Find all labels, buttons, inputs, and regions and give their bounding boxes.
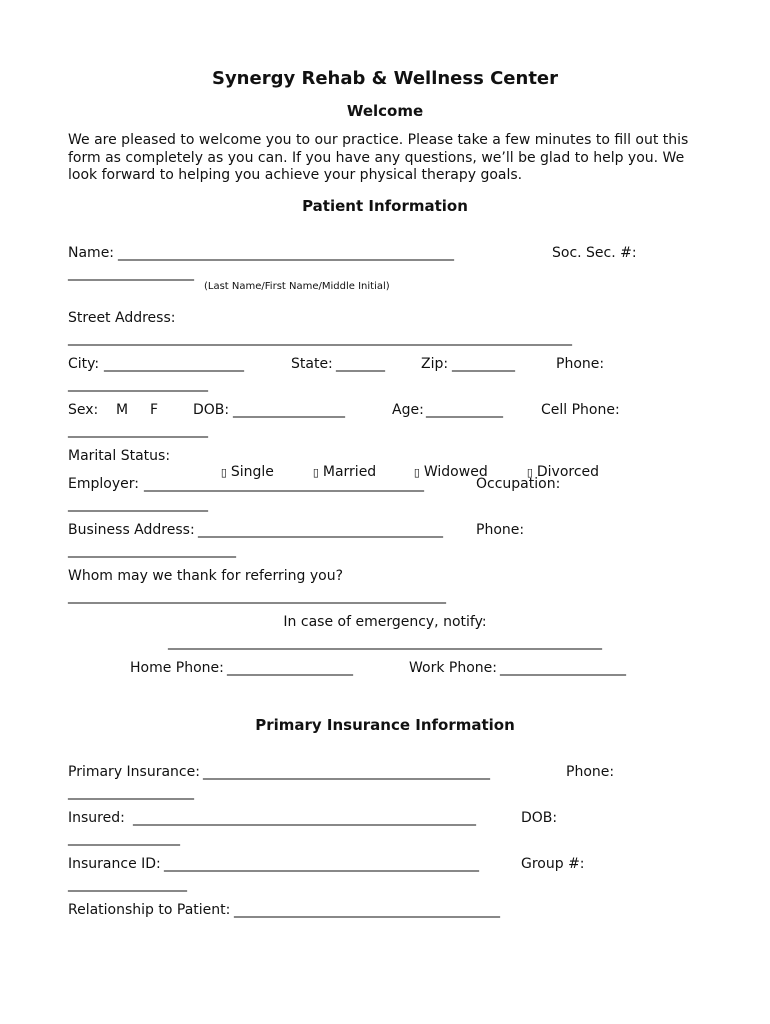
city-field[interactable]: ____________________ [104,356,244,372]
age-field[interactable]: ___________ [426,402,503,418]
insurance-heading: Primary Insurance Information [255,716,515,734]
sex-option-m[interactable]: M [116,402,129,418]
home-phone-field[interactable]: __________________ [227,660,353,676]
primary-insurance-field[interactable]: _________________________________________ [203,764,490,780]
cell-phone-label: Cell Phone: [541,402,620,418]
phone-label: Phone: [556,356,605,372]
welcome-heading: Welcome [346,102,424,120]
occupation-field[interactable]: ____________________ [68,496,208,512]
dob-label: DOB: [193,402,230,418]
state-label: State: [291,356,333,372]
patient-info-heading: Patient Information [302,197,468,215]
zip-field[interactable]: _________ [452,356,515,372]
referral-label: Whom may we thank for referring you? [68,568,344,584]
marital-option-label: Widowed [423,464,488,480]
marital-option-label: Divorced [536,464,600,480]
ssn-label: Soc. Sec. #: [552,245,637,261]
referral-field[interactable]: ______________________________________________________ [68,588,446,604]
occupation-label: Occupation: [476,476,561,492]
checkbox-icon: ▯ [413,466,420,479]
emergency-contact-field[interactable]: ______________________________________________________________ [168,634,602,650]
marital-option-label: Married [322,464,377,480]
work-phone-field[interactable]: __________________ [500,660,626,676]
home-phone-label: Home Phone: [130,660,224,676]
business-address-field[interactable]: ___________________________________ [198,522,443,538]
checkbox-icon: ▯ [526,466,533,479]
employer-field[interactable]: ________________________________________ [144,476,424,492]
business-address-label: Business Address: [68,522,195,538]
work-phone-label: Work Phone: [409,660,497,676]
age-label: Age: [392,402,424,418]
business-phone-field[interactable]: ________________________ [68,542,236,558]
street-address-field[interactable]: ________________________________________________________________________ [68,330,572,346]
insured-dob-label: DOB: [521,810,558,826]
insurance-id-label: Insurance ID: [68,856,161,872]
checkbox-icon: ▯ [220,466,227,479]
intro-paragraph: We are pleased to welcome you to our practice. Please take a few minutes to fill out this form as completely as you can. If you have any questions, we’ll be glad to help you. We look forward to helping you achieve your physical therapy goals. [68,132,689,183]
employer-label: Employer: [68,476,139,492]
zip-label: Zip: [421,356,449,372]
cell-phone-field[interactable]: ____________________ [68,422,208,438]
insurance-phone-label: Phone: [566,764,615,780]
clinic-title: Synergy Rehab & Wellness Center [211,68,559,89]
phone-field[interactable]: ____________________ [68,376,208,392]
insurance-id-field[interactable]: _____________________________________________ [164,856,479,872]
city-label: City: [68,356,100,372]
ssn-field[interactable]: __________________ [68,265,194,281]
name-format-hint: (Last Name/First Name/Middle Initial) [204,281,390,292]
marital-option-label: Single [230,464,274,480]
sex-option-f[interactable]: F [150,402,159,418]
insured-field[interactable]: _________________________________________________ [133,810,476,826]
emergency-label: In case of emergency, notify: [283,614,487,630]
relationship-field[interactable]: ______________________________________ [234,902,500,918]
marital-status-label: Marital Status: [68,448,171,464]
state-field[interactable]: _______ [336,356,385,372]
relationship-label: Relationship to Patient: [68,902,231,918]
group-number-field[interactable]: _________________ [68,876,187,892]
primary-insurance-label: Primary Insurance: [68,764,200,780]
insurance-phone-field[interactable]: __________________ [68,784,194,800]
street-address-label: Street Address: [68,310,176,326]
insured-dob-field[interactable]: ________________ [68,830,180,846]
sex-label: Sex: [68,402,99,418]
checkbox-icon: ▯ [312,466,319,479]
dob-field[interactable]: ________________ [233,402,345,418]
business-phone-label: Phone: [476,522,525,538]
insured-label: Insured: [68,810,125,826]
name-label: Name: [68,245,115,261]
group-number-label: Group #: [521,856,585,872]
name-field[interactable]: ________________________________________________ [118,245,454,261]
